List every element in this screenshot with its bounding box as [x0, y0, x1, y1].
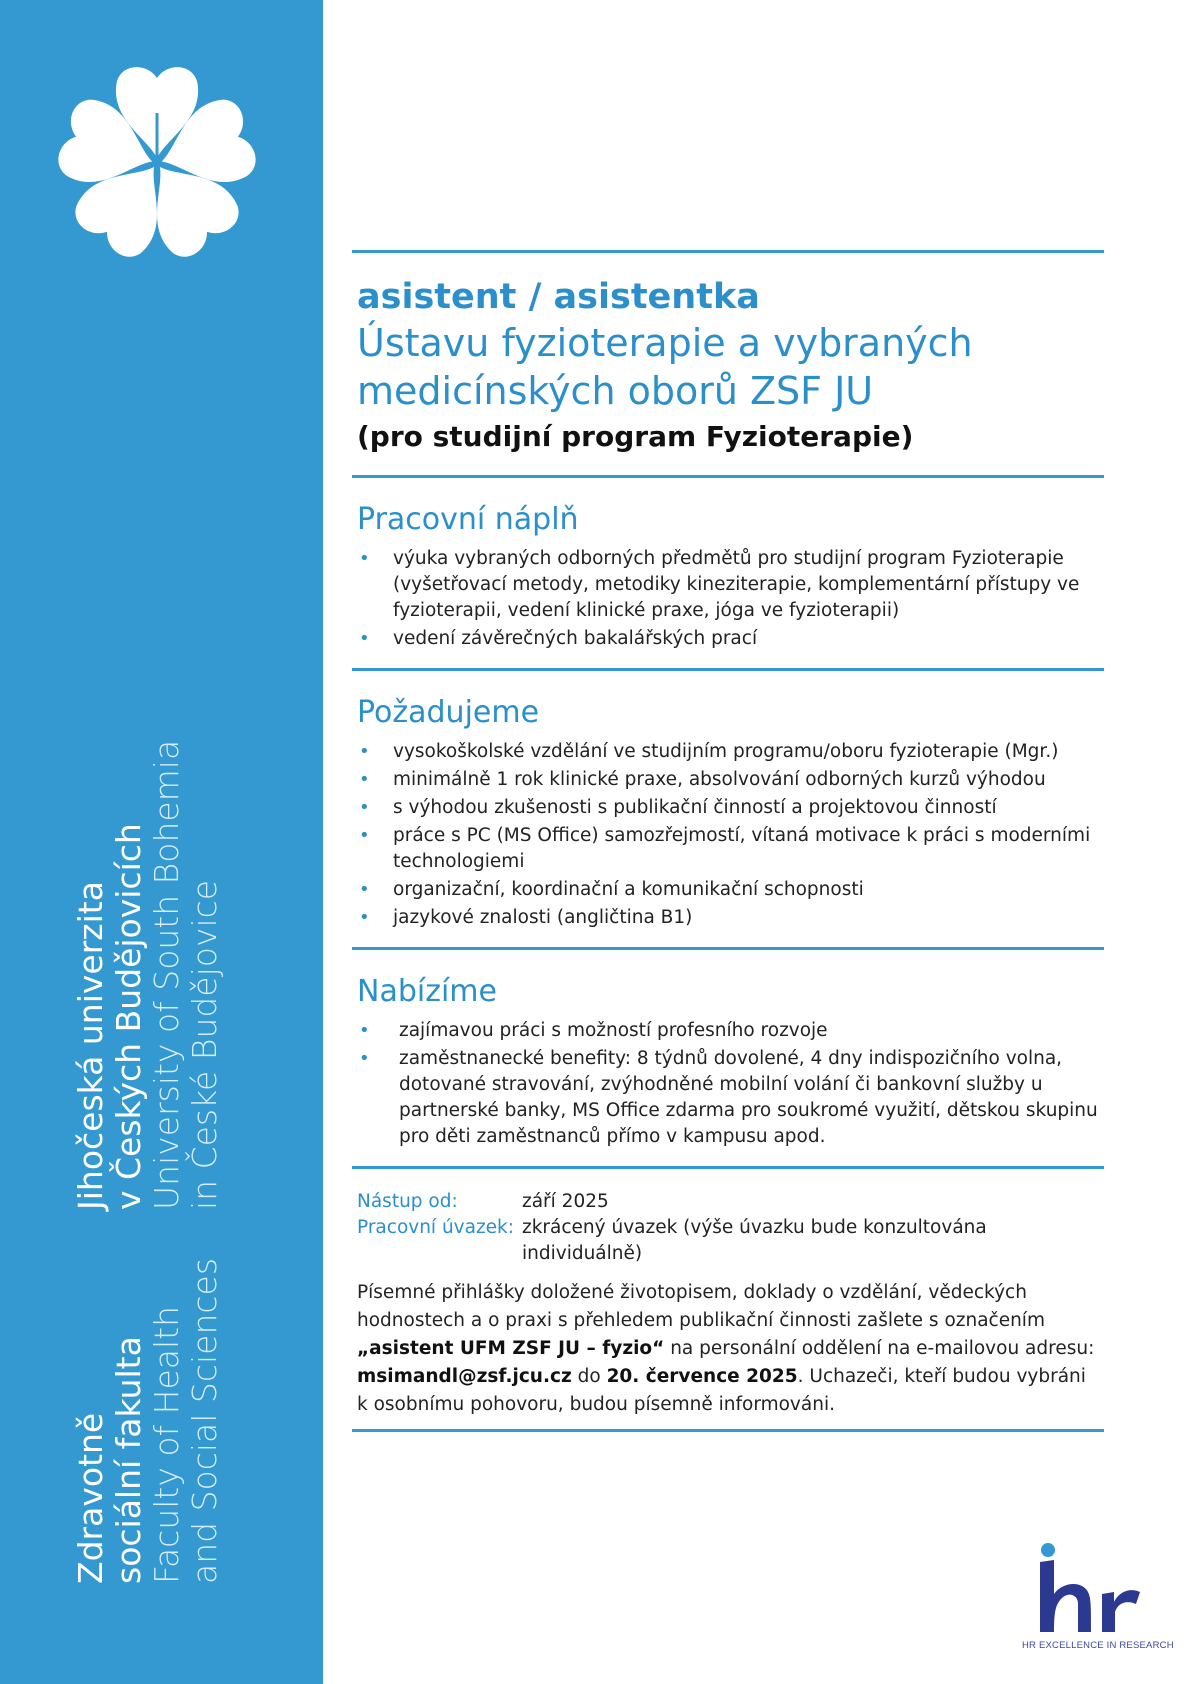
sidebar: [0, 0, 323, 1684]
load-row: [357, 1215, 1099, 1267]
duties-heading: Pracovní náplň: [357, 502, 579, 537]
application-instructions: [357, 1279, 1099, 1429]
offer-list: [357, 1018, 1099, 1150]
list-item: • vedení závěrečných bakalářských prací: [357, 626, 1099, 652]
hr-caption: HR EXCELLENCE IN RESEARCH: [1022, 1640, 1174, 1651]
university-cz-line2: v Českých Budějovicích: [109, 823, 148, 1210]
apply-text-3: do: [571, 1366, 607, 1387]
load-value: zkrácený úvazek (výše úvazku bude konzultována individuálně): [522, 1217, 987, 1264]
divider: [352, 1429, 1104, 1432]
requirements-section: [352, 671, 1104, 947]
sidebar-vertical-text-university: [72, 360, 224, 1210]
list-item: • minimálně 1 rok klinické praxe, absolvování odborných kurzů výhodou: [357, 767, 1099, 793]
apply-email-link[interactable]: msimandl@zsf.jcu.cz: [357, 1366, 572, 1387]
list-item: • vysokoškolské vzdělání ve studijním programu/oboru fyzioterapie (Mgr.): [357, 739, 1099, 765]
offer-section: [352, 950, 1104, 1166]
position-info: [352, 1169, 1104, 1429]
faculty-en-line2: and Social Sciences: [185, 1257, 224, 1584]
faculty-cz-line2: sociální fakulta: [109, 1336, 148, 1584]
job-title: asistent / asistentka: [357, 277, 760, 317]
hr-dot: [1041, 1543, 1055, 1557]
main-content: [352, 250, 1104, 1432]
apply-text-2: na personální oddělení na e-mailovou adresu:: [664, 1338, 1095, 1359]
start-row: [357, 1189, 1099, 1215]
university-cz-line1: Jihočeská univerzita: [71, 881, 110, 1210]
institute-name-line1: Ústavu fyzioterapie a vybraných: [357, 321, 973, 365]
university-en-line2: in České Budějovice: [185, 879, 224, 1210]
apply-deadline: 20. července 2025: [606, 1366, 798, 1387]
load-label: Pracovní úvazek:: [357, 1217, 515, 1238]
university-en-line1: University of South Bohemia: [147, 739, 186, 1210]
university-flower-logo: [52, 58, 262, 268]
list-item: • jazykové znalosti (angličtina B1): [357, 905, 1099, 931]
list-item: • práce s PC (MS Office) samozřejmostí, vítaná motivace k práci s moderními technologiemi: [357, 823, 1099, 875]
institute-name-line2: medicínských oborů ZSF JU: [357, 369, 874, 413]
apply-text-1: Písemné přihlášky doložené životopisem, doklady o vzdělání, vědeckých hodnostech a o praxi s přehledem publikační činnosti zašlete s označením: [357, 1282, 1045, 1331]
duties-list: [357, 546, 1099, 652]
apply-subject: „asistent UFM ZSF JU – fyzio“: [357, 1338, 665, 1359]
list-item: • zaměstnanecké benefity: 8 týdnů dovolené, 4 dny indispozičního volna, dotované stravování, zvýhodněné mobilní volání či bankovní služby u partnerské banky, MS Office zdarma pro soukromé využití, dětskou skupinu pro děti zaměstnanců přímo v kampusu apod.: [357, 1046, 1099, 1150]
list-item: • organizační, koordinační a komunikační schopnosti: [357, 877, 1099, 903]
hr-excellence-logo: [1018, 1532, 1158, 1654]
program-note: (pro studijní program Fyzioterapie): [357, 420, 914, 453]
start-value: září 2025: [522, 1191, 609, 1212]
job-title-block: [352, 253, 1104, 475]
requirements-heading: Požadujeme: [357, 695, 540, 730]
faculty-en-line1: Faculty of Health: [147, 1305, 186, 1584]
apply-text-4: . Uchazeči, kteří budou vybráni k osobnímu pohovoru, budou písemně informováni.: [357, 1366, 1086, 1415]
list-item: • zajímavou práci s možností profesního rozvoje: [357, 1018, 1099, 1044]
faculty-cz-line1: Zdravotně: [71, 1412, 110, 1584]
list-item: • s výhodou zkušenosti s publikační činností a projektovou činností: [357, 795, 1099, 821]
duties-section: [352, 478, 1104, 668]
start-label: Nástup od:: [357, 1191, 458, 1212]
requirements-list: [357, 739, 1099, 931]
offer-heading: Nabízíme: [357, 974, 497, 1009]
list-item: • výuka vybraných odborných předmětů pro studijní program Fyzioterapie (vyšetřovací metody, metodiky kineziterapie, komplementární přístupy ve fyzioterapii, vedení klinické praxe, jóga ve fyzioterapii): [357, 546, 1099, 624]
